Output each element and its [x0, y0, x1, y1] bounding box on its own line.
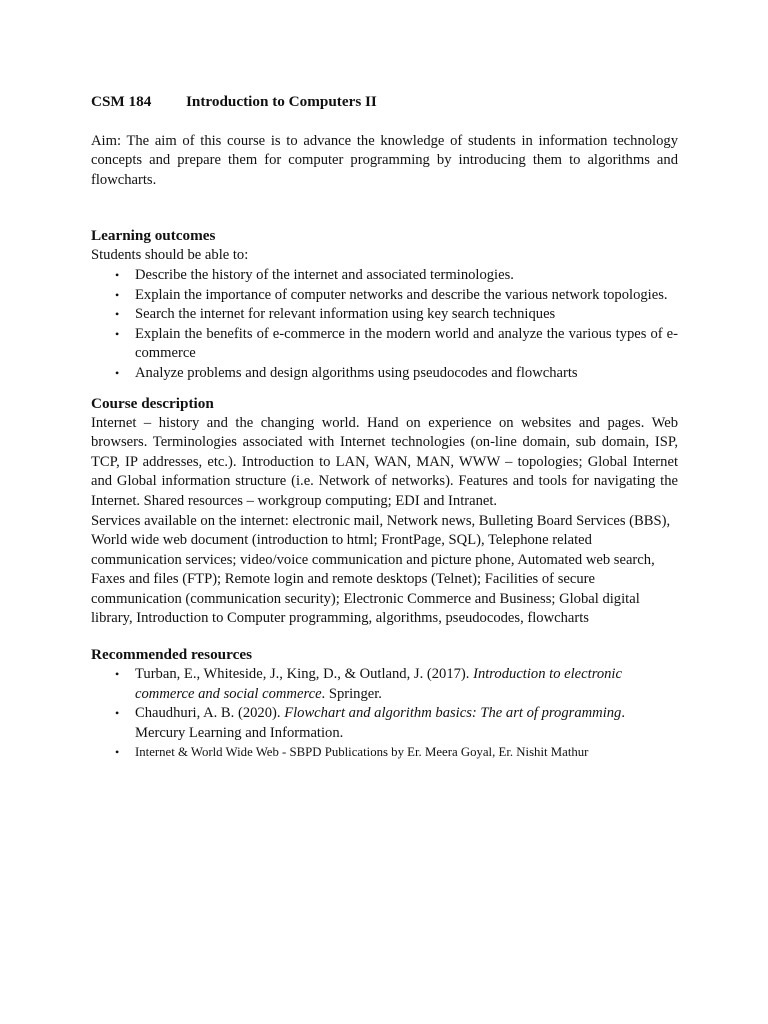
bullet-icon: • [115, 287, 120, 302]
list-item [115, 305, 678, 325]
resource-item [115, 704, 678, 743]
course-description-heading: Course description [91, 394, 214, 412]
course-description-paragraph-1: Internet – history and the changing world. Hand on experience on websites and pages. Web browsers. Terminologies associated with Internet technologies (on-line domain, sub domain, ISP, TCP, IP addresses, etc.). Introduction to LAN, WAN, MAN, WWW – topologies; Global Internet and Global information structure (i.e. Network of networks). Features and tools for navigating the Internet. Shared resources – workgroup computing; EDI and Intranet. [91, 414, 678, 509]
bullet-icon: • [115, 667, 120, 682]
list-item [115, 286, 678, 306]
list-item-text: Describe the history of the internet and associated terminologies. [135, 266, 514, 283]
learning-outcomes-heading: Learning outcomes [91, 227, 216, 245]
document-page [91, 92, 678, 763]
list-item-text: Search the internet for relevant information using key search techniques [135, 306, 556, 323]
course-description-paragraph-2: Services available on the internet: electronic mail, Network news, Bulleting Board Services (BBS), World wide web document (introduction to html; FrontPage, SQL), Telephone related communication services; video/voice communication and picture phone, Automated web search, Faxes and files (FTP); Remote login and remote desktops (Telnet); Facilities of secure communication (communication security); Electronic Commerce and Business; Global digital library, Introduction to Computer programming, algorithms, pseudocodes, flowcharts [91, 512, 671, 627]
bullet-icon: • [115, 745, 120, 760]
learning-outcomes-intro: Students should be able to: [91, 247, 249, 264]
resource-authors: Turban, E., Whiteside, J., King, D., & Outland, J. (2017). [135, 666, 474, 683]
resource-title: Flowchart and algorithm basics: The art of programming [284, 705, 622, 722]
recommended-resources-list [91, 665, 678, 763]
resource-text: Internet & World Wide Web - SBPD Publications by Er. Meera Goyal, Er. Nishit Mathur [135, 745, 589, 760]
resource-item [115, 665, 678, 704]
learning-outcomes-list [91, 266, 678, 384]
list-item [115, 325, 678, 364]
aim-paragraph: Aim: The aim of this course is to advance the knowledge of students in information technology concepts and prepare them for computer programming by introducing them to algorithms and flowcharts. [91, 132, 678, 188]
course-header [91, 92, 678, 112]
course-title: Introduction to Computers II [186, 93, 377, 110]
course-code: CSM 184 [91, 93, 152, 110]
resource-item [115, 743, 678, 763]
resource-publisher: . Springer. [321, 685, 382, 702]
list-item-text: Analyze problems and design algorithms using pseudocodes and flowcharts [135, 364, 578, 381]
recommended-resources-heading: Recommended resources [91, 646, 252, 664]
bullet-icon: • [115, 706, 120, 721]
resource-title: Introduction to electronic commerce and social commerce [135, 666, 622, 702]
list-item [115, 266, 678, 286]
bullet-icon: • [115, 326, 120, 341]
bullet-icon: • [115, 307, 120, 322]
bullet-icon: • [115, 267, 120, 282]
resource-publisher: . Mercury Learning and Information. [135, 705, 625, 741]
resource-authors: Chaudhuri, A. B. (2020). [135, 705, 285, 722]
list-item-text: Explain the importance of computer networks and describe the various network topologies. [135, 286, 668, 303]
list-item [115, 364, 678, 384]
list-item-text: Explain the benefits of e-commerce in the modern world and analyze the various types of e-commerce [135, 325, 678, 362]
bullet-icon: • [115, 365, 120, 380]
